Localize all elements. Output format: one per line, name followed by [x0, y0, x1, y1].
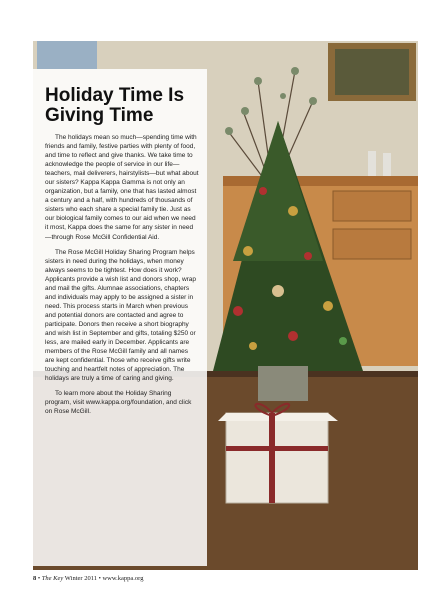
tree-stand [258, 366, 308, 401]
publication-name: The Key [41, 575, 64, 582]
footer-separator: • [37, 575, 41, 582]
gift-box [226, 413, 328, 503]
article-body [45, 133, 199, 416]
issue-date: Winter 2011 [64, 575, 97, 582]
page-number: 8 [33, 575, 37, 582]
page-footer [33, 575, 143, 582]
article-title: Holiday Time Is Giving Time [45, 85, 185, 126]
article-paragraph: The Rose McGill Holiday Sharing Program helps sisters in need during the holidays, when money always seems to be tightest. How does it work? Applicants provide a wish list and donors shop, wrap and mail the gifts. Alumnae associations, chapters and individuals may apply to be assigned a sister in need. This process starts in March when previous and potential donors are contacted and agree to participate. Donors then receive a short biography and wish list in September and gifts, totaling $250 or less, are mailed early in December. Applicants are members of the Rose McGill family and all names are kept confidential. Those who receive gifts write touching and heartfelt notes of appreciation. The holidays are truly a time of caring and giving. [45, 248, 197, 383]
window [37, 41, 97, 69]
footer-website: www.kappa.org [102, 575, 144, 582]
article-text-panel [33, 69, 207, 566]
footer-separator: • [98, 575, 101, 582]
gift-ribbon [269, 413, 275, 503]
article-paragraph: The holidays mean so much—spending time with friends and family, festive parties with plenty of food, and time to reflect and give thanks. We take time to acknowledge the people of service in our life—teachers, mail deliverers, hairstylists—but what about our sisters? Kappa Kappa Gamma is not only an organization, but a family, one that has lasted almost a century and a half, with hundreds of thousands of sisters who each share a special family tie. Just as our biological family comes to our aid when we need it most, Kappa does the same for any sister in need—through Rose McGill Confidential Aid. [45, 134, 199, 241]
article-paragraph: To learn more about the Holiday Sharing program, visit www.kappa.org/foundation, and click on Rose McGill. [45, 390, 192, 416]
